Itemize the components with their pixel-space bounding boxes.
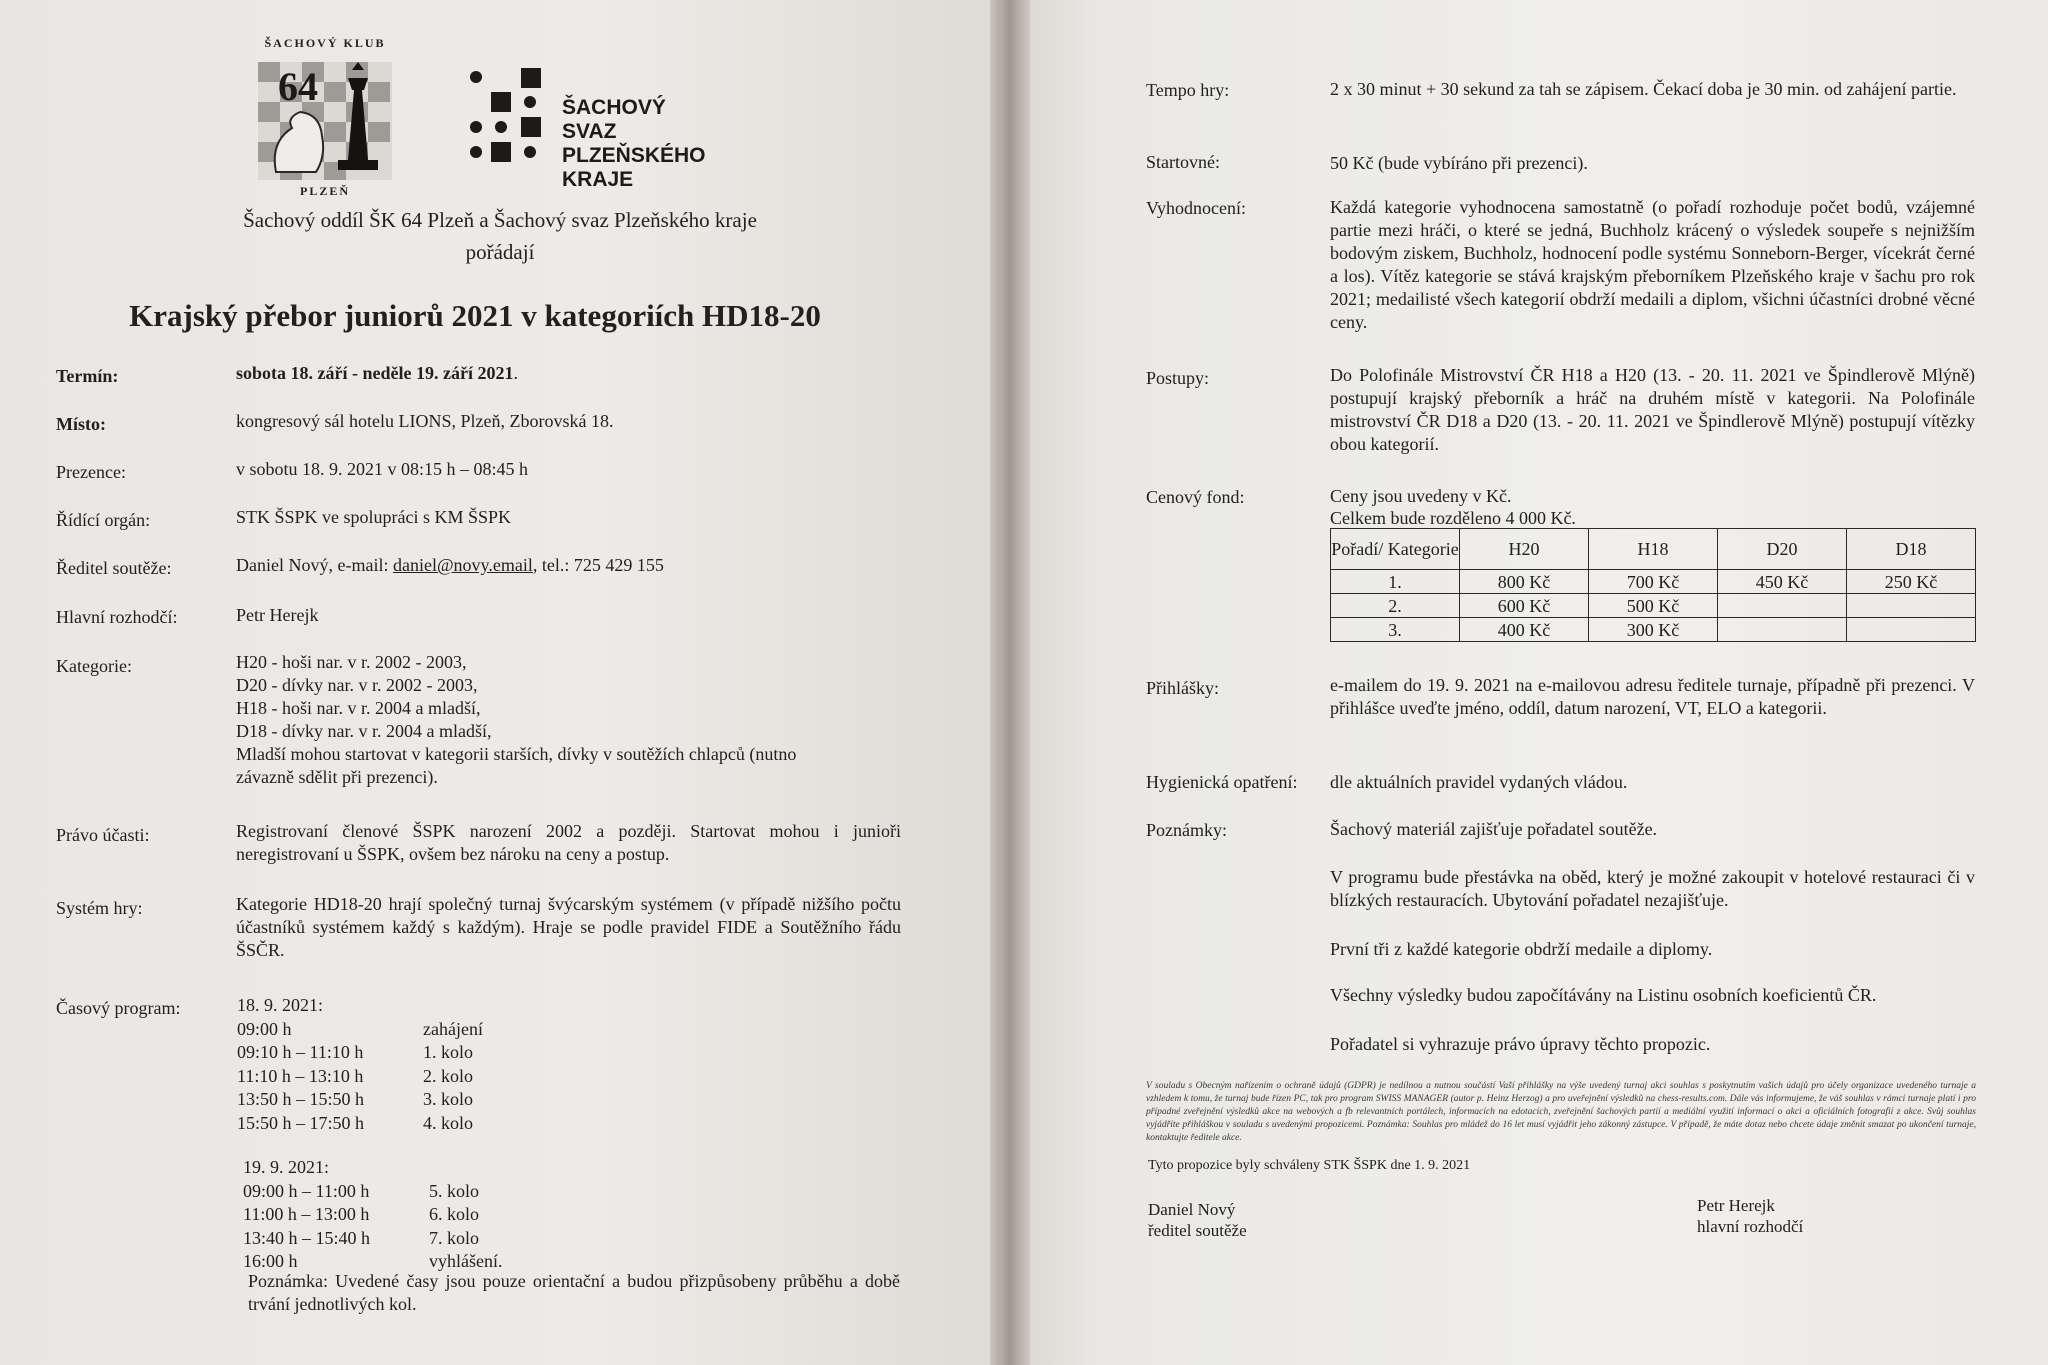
prize-cell: 600 Kč [1460, 594, 1589, 618]
reditel-prefix: Daniel Nový, e-mail: [236, 555, 393, 575]
vyhodnoceni-label: Vyhodnocení: [1146, 198, 1246, 218]
poznamka-item: První tři z každé kategorie obdrží medaile a diplomy. [1330, 939, 1713, 959]
postupy-label: Postupy: [1146, 368, 1210, 388]
svaz-logo-text [562, 96, 706, 192]
prize-table [1330, 528, 1976, 642]
reditel-value [236, 554, 901, 577]
table-row [1331, 594, 1976, 618]
schedule-day1-date: 18. 9. 2021: [237, 995, 324, 1015]
schedule-row: 09:10 h – 11:10 h 1. kolo [237, 1042, 474, 1062]
kategorie-line: Mladší mohou startovat v kategorii starších, dívky v soutěžích chlapců (nutno [236, 744, 797, 764]
tempo-label: Tempo hry: [1146, 80, 1230, 100]
prize-cell: 800 Kč [1460, 570, 1589, 594]
logo-area [250, 36, 730, 198]
signature-role: ředitel soutěže [1148, 1221, 1247, 1240]
kategorie-label: Kategorie: [56, 656, 132, 676]
header-col: D18 [1847, 529, 1976, 570]
startovne-label: Startovné: [1146, 152, 1220, 172]
signature-left [1148, 1199, 1247, 1241]
cenovy-line1: Ceny jsou uvedeny v Kč. [1330, 486, 1512, 506]
prize-cell: 400 Kč [1460, 618, 1589, 642]
svaz-line: SVAZ [562, 120, 617, 143]
hygiena-label: Hygienická opatření: [1146, 772, 1298, 792]
schedule-row: 11:10 h – 13:10 h 2. kolo [237, 1065, 474, 1086]
gdpr-notice: V souladu s Obecným nařízením o ochraně údajů (GDPR) je nedílnou a nutnou součástí Vaší přihlášky na výše uvedený turnaj akci souhlas s poskytnutím vašich údajů pro účely organizace uvedeného turnaje a vzhledem k tomu, že turnaj bude řízen PC, tak pro program SWISS MANAGER (autor p. Heinz Herzog) a pro uveřejnění výsledků na chess-results.com. Dále vás informujeme, že váš souhlas v rámci turnaje platí i pro případné zveřejnění výsledků akce na webových a fb relevantních portálech, informacích na edotacích, zveřejnění šachových partií a mediální využití informací o akci a oficiálních fotografií z akce. Svůj souhlas vyjádříte přihláškou v souladu s uvedenými propozicemi. Poznámka: Souhlas pro mládež do 16 let musí vyjádřit jeho zákonný zástupce. V případě, že máte dotaz nebo chcete údaje změnit smazat po ukončení turnaje, kontaktujte ředitele akce. [1146, 1081, 1976, 1143]
prize-cell [1718, 594, 1847, 618]
kategorie-line: D18 - dívky nar. v r. 2004 a mladší, [236, 721, 492, 741]
table-row [1331, 618, 1976, 642]
svaz-logo [465, 66, 735, 191]
misto-value: kongresový sál hotelu LIONS, Plzeň, Zborovská 18. [236, 411, 614, 431]
termin-dot: . [513, 363, 518, 383]
header-col: H20 [1460, 529, 1589, 570]
prize-cell: 700 Kč [1589, 570, 1718, 594]
club-logo-bottom-text: PLZEŇ [299, 184, 350, 198]
poznamka-item: Pořadatel si vyhrazuje právo úpravy těchto propozic. [1330, 1034, 1711, 1054]
kategorie-list [236, 651, 901, 789]
prize-cell [1718, 618, 1847, 642]
club-logo [250, 36, 400, 204]
schedule-row: 13:50 h – 15:50 h 3. kolo [237, 1089, 474, 1109]
reditel-label: Ředitel soutěže: [56, 558, 172, 578]
table-row [1331, 570, 1976, 594]
organizers-verb: pořádají [465, 240, 535, 264]
termin-value [236, 362, 901, 385]
signature-right [1697, 1195, 1803, 1237]
system-label: Systém hry: [56, 898, 143, 918]
kategorie-line: H20 - hoši nar. v r. 2002 - 2003, [236, 652, 467, 672]
prihlasky-label: Přihlášky: [1146, 678, 1220, 698]
tempo-value: 2 x 30 minut + 30 sekund za tah se zápisem. Čekací doba je 30 min. od zahájení partie. [1330, 79, 1957, 99]
rozhodci-label: Hlavní rozhodčí: [56, 607, 178, 627]
reditel-suffix: , tel.: 725 429 155 [532, 555, 664, 575]
rozhodci-value: Petr Herejk [236, 605, 319, 625]
schedule-row: 15:50 h – 17:50 h 4. kolo [237, 1112, 474, 1133]
schedule-note: Poznámka: Uvedené časy jsou pouze orientační a budou přizpůsobeny průběhu a době trvání jednotlivých kol. [248, 1271, 900, 1314]
rank-cell: 2. [1331, 594, 1460, 618]
cenovy-line2: Celkem bude rozděleno 4 000 Kč. [1330, 508, 1576, 528]
club-logo-top-text: ŠACHOVÝ KLUB [264, 36, 386, 50]
header-col: H18 [1589, 529, 1718, 570]
poznamka-item: Všechny výsledky budou započítávány na Listinu osobních koeficientů ČR. [1330, 985, 1877, 1005]
startovne-value: 50 Kč (bude vybíráno při prezenci). [1330, 153, 1588, 173]
schedule-row: 16:00 h vyhlášení. [243, 1251, 503, 1271]
svaz-line: KRAJE [562, 168, 634, 191]
pravo-label: Právo účasti: [56, 825, 150, 845]
postupy-value: Do Polofinále Mistrovství ČR H18 a H20 (13. - 20. 11. 2021 ve Špindlerově Mlýně) postupují krajský přeborník a hráč na druhém místě v kategorii. Na Polofinále mistrovství ČR D18 a D20 (13. - 20. 11. 2021 ve Špindlerově Mlýně) postupují vítězky obou kategorií. [1330, 365, 1975, 454]
header-col: D20 [1718, 529, 1847, 570]
schedule-day2 [243, 1156, 503, 1274]
svg-text:64: 64 [278, 64, 318, 109]
kategorie-line: H18 - hoši nar. v r. 2004 a mladší, [236, 698, 481, 718]
organizers-line: Šachový oddíl ŠK 64 Plzeň a Šachový svaz Plzeňského kraje [243, 208, 757, 232]
prihlasky-value: e-mailem do 19. 9. 2021 na e-mailovou adresu ředitele turnaje, případně při prezenci. V přihlášce uveďte jméno, oddíl, datum narození, VT, ELO a kategorii. [1330, 675, 1975, 718]
schedule-row: 09:00 h zahájení [237, 1018, 483, 1039]
signature-name: Petr Herejk [1697, 1196, 1775, 1215]
prezence-value: v sobotu 18. 9. 2021 v 08:15 h – 08:45 h [236, 459, 529, 479]
header-rank: Pořadí/ Kategorie [1331, 529, 1460, 570]
schedule-day2-date: 19. 9. 2021: [243, 1157, 330, 1177]
schedule-row: 11:00 h – 13:00 h 6. kolo [243, 1204, 480, 1224]
signature-name: Daniel Nový [1148, 1200, 1236, 1219]
prize-table-header [1331, 529, 1976, 570]
prize-cell: 450 Kč [1718, 570, 1847, 594]
approval-line: Tyto propozice byly schváleny STK ŠSPK dne 1. 9. 2021 [1148, 1158, 1471, 1173]
casovy-label: Časový program: [56, 998, 181, 1018]
prize-cell [1847, 594, 1976, 618]
prize-cell: 300 Kč [1589, 618, 1718, 642]
termin-label: Termín: [56, 366, 119, 386]
prize-cell [1847, 618, 1976, 642]
ridici-label: Řídící orgán: [56, 510, 151, 530]
chess-pieces-icon [256, 52, 394, 182]
page-gutter [990, 0, 1030, 1365]
poznamky-label: Poznámky: [1146, 820, 1227, 840]
document-title: Krajský přebor juniorů 2021 v kategoriích HD18-20 [129, 298, 821, 333]
poznamka-item: V programu bude přestávka na oběd, který je možné zakoupit v hotelové restauraci či v blízkých restauracích. Ubytování pořadatel nezajišťuje. [1330, 867, 1975, 910]
checkered-dots-icon [465, 66, 561, 166]
misto-label: Místo: [56, 414, 106, 434]
rank-cell: 3. [1331, 618, 1460, 642]
kategorie-line: D20 - dívky nar. v r. 2002 - 2003, [236, 675, 478, 695]
cenovy-label: Cenový fond: [1146, 487, 1245, 507]
termin-date: sobota 18. září - neděle 19. září 2021 [236, 363, 514, 383]
reditel-email-link[interactable]: daniel@novy.email [392, 555, 533, 575]
system-value: Kategorie HD18-20 hrají společný turnaj švýcarským systémem (v případě nižšího počtu účastníků systémem každý s každým). Hraje se podle pravidel FIDE a Soutěžního řádu ŠSČR. [236, 894, 901, 960]
rank-cell: 1. [1331, 570, 1460, 594]
prize-cell: 250 Kč [1847, 570, 1976, 594]
vyhodnoceni-value: Každá kategorie vyhodnocena samostatně (o pořadí rozhoduje počet bodů, vzájemné partie mezi hráči, o které se jedná, Buchholz krácený o výsledek soupeře s nejnižším bodovým ziskem, Buchholz, hodnocení podle systému Sonneborn-Berger, vícekrát černé a los). Vítěz kategorie se stává krajským přeborníkem Plzeňského kraje v šachu pro rok 2021; medailisté všech kategorií obdrží medaili a diplom, všichni účastníci drobné věcné ceny. [1330, 197, 1975, 332]
prize-cell: 500 Kč [1589, 594, 1718, 618]
pravo-value: Registrovaní členové ŠSPK narození 2002 a později. Startovat mohou i junioři neregistrovaní u ŠSPK, ovšem bez nároku na ceny a postup. [236, 821, 901, 864]
signature-role: hlavní rozhodčí [1697, 1217, 1804, 1236]
schedule-day1 [237, 994, 483, 1135]
schedule-row: 13:40 h – 15:40 h 7. kolo [243, 1227, 480, 1248]
schedule-row: 09:00 h – 11:00 h 5. kolo [243, 1180, 480, 1201]
kategorie-line: závazně sdělit při prezenci). [236, 767, 438, 787]
hygiena-value: dle aktuálních pravidel vydaných vládou. [1330, 772, 1628, 792]
prezence-label: Prezence: [56, 462, 126, 482]
svaz-line: PLZEŇSKÉHO [562, 144, 706, 167]
ridici-value: STK ŠSPK ve spolupráci s KM ŠSPK [236, 507, 512, 527]
poznamka-item: Šachový materiál zajišťuje pořadatel soutěže. [1330, 819, 1658, 839]
svaz-line: ŠACHOVÝ [562, 96, 666, 119]
